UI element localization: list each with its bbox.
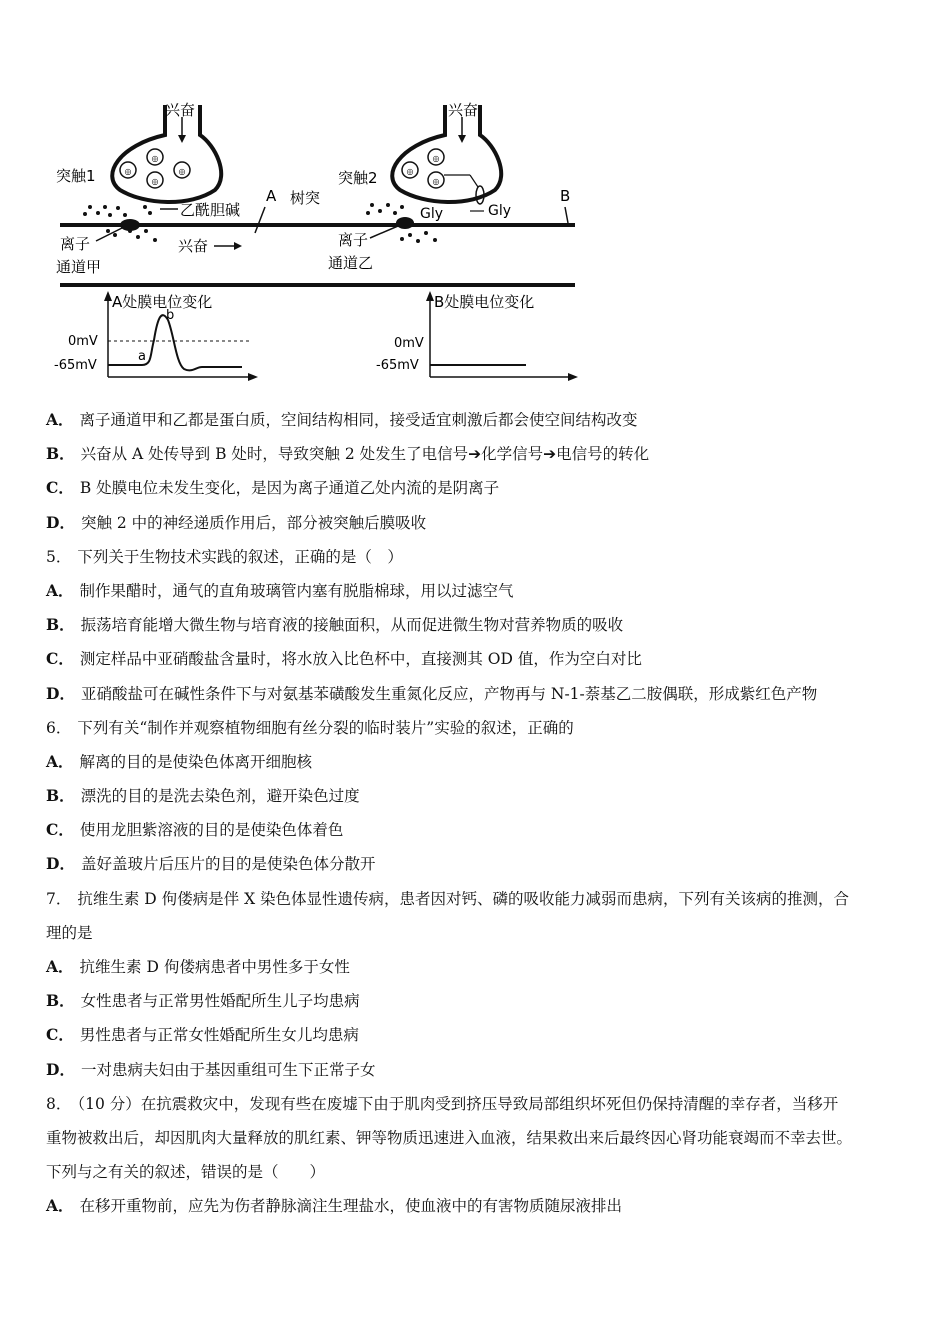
- graph-b-title: B处膜电位变化: [434, 293, 535, 311]
- q8-stem-cont-2: 下列与之有关的叙述，错误的是（ ）: [46, 1163, 326, 1182]
- channel-jia-label: 通道甲: [56, 258, 102, 276]
- svg-text:◎: ◎: [178, 167, 186, 176]
- q4-option-b: B． 兴奋从 A 处传导到 B 处时，导致突触 2 处发生了电信号➔化学信号➔电信号的转化: [46, 444, 650, 464]
- svg-text:◎: ◎: [151, 154, 159, 163]
- graph-a-zero: 0mV: [68, 334, 98, 349]
- excite-label-1: 兴奋: [165, 101, 196, 119]
- q5-option-d: D． 亚硝酸盐可在碱性条件下与对氨基苯磺酸发生重氮化反应，产物再与 N-1-萘基乙二胺偶联，形成紫红色产物: [46, 683, 818, 703]
- svg-text:◎: ◎: [406, 167, 414, 176]
- q7-option-a: A． 抗维生素 D 佝偻病患者中男性多于女性: [46, 957, 350, 976]
- svg-text:◎: ◎: [151, 177, 159, 186]
- q8-stem-cont-1: 重物被救出后，却因肌肉大量释放的肌红素、钾等物质迅速进入血液，结果救出来后最终因心肾功能衰竭而不幸去世。: [46, 1128, 853, 1147]
- curve-b-label: b: [166, 308, 175, 323]
- excite-label-2: 兴奋: [448, 101, 479, 119]
- gly-label-1: Gly: [420, 206, 444, 222]
- q6-option-c: C． 使用龙胆紫溶液的目的是使染色体着色: [46, 820, 344, 840]
- q5-option-b: B． 振荡培育能增大微生物与培育液的接触面积，从而促进微生物对营养物质的吸收: [46, 615, 624, 635]
- graph-a-title: A处膜电位变化: [112, 293, 213, 311]
- point-b-label: B: [560, 187, 571, 205]
- graph-b: [376, 291, 578, 381]
- q4-option-c: C． B 处膜电位未发生变化，是因为离子通道乙处内流的是阴离子: [46, 478, 500, 498]
- svg-text:◎: ◎: [432, 154, 440, 163]
- excite-arrow-label: 兴奋: [178, 237, 209, 255]
- channel-yi-label: 通道乙: [328, 254, 374, 272]
- gly-label-2: Gly: [488, 203, 512, 219]
- svg-text:◎: ◎: [124, 167, 132, 176]
- synapse-diagram: [50, 95, 610, 385]
- graph-b-zero: 0mV: [394, 336, 424, 351]
- graph-a-rest: -65mV: [54, 358, 97, 373]
- q7-option-c: C． 男性患者与正常女性婚配所生女儿均患病: [46, 1025, 359, 1045]
- curve-a-label: a: [138, 349, 146, 364]
- q5-option-c: C． 测定样品中亚硝酸盐含量时，将水放入比色杯中，直接测其 OD 值，作为空白对比: [46, 649, 642, 669]
- q5-option-a: A． 制作果醋时，通气的直角玻璃管内塞有脱脂棉球，用以过滤空气: [46, 580, 514, 600]
- q6-option-d: D． 盖好盖玻片后压片的目的是使染色体分散开: [46, 854, 376, 874]
- q6-option-b: B． 漂洗的目的是洗去染色剂，避开染色过度: [46, 786, 360, 806]
- q7-option-d: D． 一对患病夫妇由于基因重组可生下正常子女: [46, 1059, 376, 1079]
- synapse-2: [328, 101, 511, 272]
- ion-label-1: 离子: [60, 235, 91, 253]
- question-text: [46, 403, 916, 1224]
- graph-a: [54, 291, 258, 381]
- q8-stem: 8． （10 分）在抗震救灾中，发现有些在废墟下由于肌肉受到挤压导致局部组织坏死但仍保持清醒的幸存者，当移开: [46, 1094, 839, 1113]
- q8-option-a: A． 在移开重物前，应先为伤者静脉滴注生理盐水，使血液中的有害物质随尿液排出: [46, 1196, 623, 1216]
- q7-option-b: B． 女性患者与正常男性婚配所生儿子均患病: [46, 991, 360, 1011]
- q6-option-a: A． 解离的目的是使染色体离开细胞核: [46, 751, 313, 771]
- graph-b-rest: -65mV: [376, 358, 419, 373]
- dendrite-label: 树突: [290, 189, 321, 207]
- synapse-1: [56, 101, 240, 242]
- q4-option-d: D． 突触 2 中的神经递质作用后，部分被突触后膜吸收: [46, 512, 427, 532]
- q7-stem: 7． 抗维生素 D 佝偻病是伴 X 染色体显性遗传病，患者因对钙、磷的吸收能力减弱而患病，下列有关该病的推测，合: [46, 889, 850, 908]
- q4-option-a: A． 离子通道甲和乙都是蛋白质，空间结构相同，接受适宜刺激后都会使空间结构改变: [46, 410, 638, 429]
- svg-text:◎: ◎: [432, 177, 440, 186]
- point-a-label: A: [266, 187, 277, 205]
- ach-label: 乙酰胆碱: [180, 201, 241, 219]
- ion-label-2: 离子: [338, 231, 369, 249]
- synapse-2-label: 突触2: [338, 169, 378, 187]
- q6-stem: 6． 下列有关“制作并观察植物细胞有丝分裂的临时装片”实验的叙述，正确的: [46, 718, 574, 737]
- q5-stem: 5． 下列关于生物技术实践的叙述，正确的是（ ）: [46, 547, 403, 566]
- q7-stem-cont: 理的是: [46, 923, 93, 942]
- synapse-1-label: 突触1: [56, 167, 96, 185]
